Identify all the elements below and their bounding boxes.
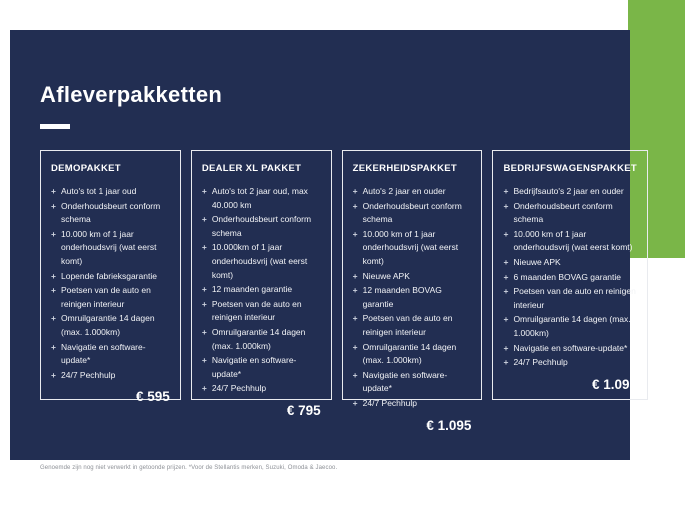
feature-list [51, 185, 170, 383]
feature-item [503, 200, 637, 227]
package-price: € 1.095 [426, 417, 472, 433]
feature-item [202, 185, 321, 212]
feature-label: Omruilgarantie 14 dagen (max. 1.000km) [362, 341, 457, 366]
feature-label: 10.000 km of 1 jaar onderhoudsvrij (wat eerst komt) [61, 228, 157, 266]
feature-list [503, 185, 637, 371]
feature-label: Auto's 2 jaar en ouder [362, 186, 446, 196]
feature-item [353, 369, 472, 396]
package-price: € 595 [136, 389, 170, 405]
plus-icon: + [503, 200, 509, 211]
feature-label: Auto's tot 2 jaar oud, max 40.000 km [211, 186, 308, 210]
feature-item [51, 341, 170, 368]
feature-item [202, 326, 321, 353]
plus-icon: + [51, 200, 56, 211]
plus-icon: + [201, 186, 207, 196]
package-card-bedrijfswagenspakket [492, 150, 648, 400]
feature-label: Lopende fabrieksgarantie [61, 270, 157, 281]
plus-icon: + [201, 326, 207, 337]
plus-icon: + [51, 313, 56, 324]
package-price: € 1.095 [591, 376, 637, 392]
feature-label: Omruilgarantie 14 dagen (max. 1.000km) [211, 326, 306, 351]
feature-label: 24/7 Pechhulp [362, 397, 417, 408]
packages-row [40, 150, 648, 433]
plus-icon: + [503, 271, 509, 282]
feature-label: Navigatie en software-update* [61, 341, 146, 366]
feature-label: 24/7 Pechhulp [61, 369, 116, 380]
plus-icon: + [201, 242, 207, 253]
feature-label: 6 maanden BOVAG garantie [513, 271, 622, 282]
feature-item [503, 313, 637, 340]
plus-icon: + [51, 285, 56, 296]
package-title: DEALER XL PAKKET [201, 163, 302, 174]
feature-list [353, 185, 472, 412]
feature-label: Poetsen van de auto en reinigen interieur [513, 286, 636, 310]
feature-item [51, 284, 170, 311]
feature-item [51, 228, 170, 269]
feature-item [51, 312, 170, 339]
plus-icon: + [201, 284, 207, 295]
feature-item [202, 241, 321, 282]
package-title: ZEKERHEIDSPAKKET [352, 163, 458, 174]
plus-icon: + [51, 270, 56, 281]
plus-icon: + [352, 369, 358, 380]
feature-item [202, 354, 321, 381]
footnote: Genoemde zijn nog niet verwerkt in getoonde prijzen. *Voor de Stellantis merken, Suzuki, Omoda & Jaecoo. [40, 465, 338, 471]
feature-item [202, 213, 321, 240]
feature-label: Onderhoudsbeurt conform schema [362, 200, 462, 225]
plus-icon: + [201, 214, 207, 225]
plus-icon: + [201, 355, 207, 366]
feature-label: Onderhoudsbeurt conform schema [513, 200, 613, 225]
feature-item [202, 298, 321, 325]
feature-label: Omruilgarantie 14 dagen (max. 1.000km) [513, 314, 631, 338]
plus-icon: + [503, 286, 509, 297]
plus-icon: + [503, 228, 509, 239]
plus-icon: + [51, 341, 56, 352]
feature-label: 24/7 Pechhulp [513, 357, 568, 368]
feature-item [353, 185, 472, 199]
plus-icon: + [352, 270, 358, 281]
feature-label: Omruilgarantie 14 dagen (max. 1.000km) [61, 313, 155, 337]
feature-item [353, 228, 472, 269]
plus-icon: + [503, 357, 509, 368]
feature-item [51, 200, 170, 227]
plus-icon: + [51, 228, 56, 239]
plus-icon: + [352, 397, 358, 408]
feature-item [503, 356, 637, 370]
plus-icon: + [51, 369, 56, 380]
feature-label: Navigatie en software-update* [513, 342, 628, 353]
feature-item [503, 256, 637, 270]
feature-label: 10.000 km of 1 jaar onderhoudsvrij (wat eerst komt) [362, 228, 459, 266]
feature-label: Poetsen van de auto en reinigen interieur [362, 313, 453, 337]
feature-item [503, 285, 637, 312]
package-title: DEMOPAKKET [51, 163, 121, 174]
package-card-dealer-xl-pakket [191, 150, 332, 418]
feature-label: 12 maanden BOVAG garantie [362, 285, 442, 309]
feature-label: 12 maanden garantie [211, 284, 293, 295]
plus-icon: + [51, 186, 56, 196]
plus-icon: + [503, 256, 509, 267]
plus-icon: + [352, 186, 358, 196]
feature-label: Poetsen van de auto en reinigen interieur [61, 285, 151, 309]
feature-label: Bedrijfsauto's 2 jaar en ouder [513, 186, 624, 196]
plus-icon: + [503, 342, 509, 353]
plus-icon: + [352, 341, 358, 352]
feature-label: Auto's tot 1 jaar oud [61, 186, 137, 196]
feature-item [353, 270, 472, 284]
plus-icon: + [352, 313, 358, 324]
feature-label: 10.000 km of 1 jaar onderhoudsvrij (wat eerst komt) [513, 228, 633, 253]
feature-item [51, 270, 170, 284]
plus-icon: + [352, 285, 358, 296]
feature-item [503, 228, 637, 255]
feature-item [353, 397, 472, 411]
plus-icon: + [503, 186, 509, 196]
page-title: Afleverpakketten [40, 82, 223, 107]
plus-icon: + [201, 298, 207, 309]
feature-list [202, 185, 321, 397]
feature-label: Onderhoudsbeurt conform schema [61, 200, 161, 225]
feature-item [202, 382, 321, 396]
package-title: BEDRIJFSWAGENSPAKKET [503, 163, 637, 174]
package-price: € 795 [286, 402, 321, 418]
feature-label: Navigatie en software-update* [211, 355, 297, 379]
feature-item [503, 271, 637, 285]
feature-label: Onderhoudsbeurt conform schema [211, 214, 312, 238]
plus-icon: + [352, 200, 358, 211]
feature-label: 10.000km of 1 jaar onderhoudsvrij (wat eerst komt) [211, 242, 308, 280]
plus-icon: + [201, 383, 207, 394]
feature-item [503, 342, 637, 356]
feature-label: Nieuwe APK [362, 270, 410, 281]
feature-item [353, 200, 472, 227]
package-card-demopakket [40, 150, 181, 405]
title-underline [40, 124, 70, 129]
feature-item [51, 185, 170, 199]
feature-item [503, 185, 637, 199]
feature-item [353, 284, 472, 311]
package-card-zekerheidspakket [342, 150, 483, 433]
feature-label: Nieuwe APK [513, 256, 561, 267]
feature-item [353, 312, 472, 339]
feature-item [202, 283, 321, 297]
plus-icon: + [352, 228, 358, 239]
feature-item [353, 341, 472, 368]
feature-item [51, 369, 170, 383]
feature-label: 24/7 Pechhulp [211, 383, 267, 394]
feature-label: Navigatie en software-update* [362, 369, 448, 394]
plus-icon: + [503, 314, 509, 325]
feature-label: Poetsen van de auto en reinigen interieur [211, 298, 302, 323]
